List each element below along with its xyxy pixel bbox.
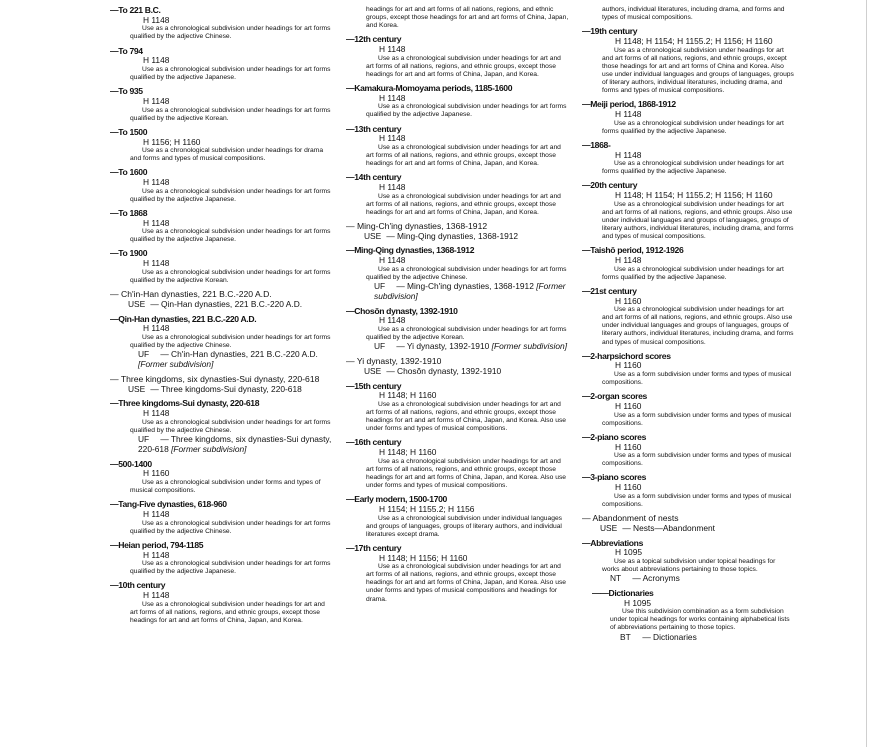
scope-note: Use as a chronological subdivision under headings for art forms qualified by the adjective Japanese. [602,119,784,135]
reference-target: — Ming-Qing dynasties, 1368-1912 [386,230,519,241]
cross-reference-heading: — Three kingdoms, six dynasties-Sui dynasty, 220-618 [110,373,320,384]
instruction-code: H 1154; H 1155.2; H 1156 [379,503,475,514]
instruction-code: H 1148; H 1160 [379,390,437,401]
former-subdivision-note: [Former subdivision] [171,443,247,454]
entry-heading: —20th century [582,180,638,191]
heading-entry [346,495,570,539]
reference-target: — Yi dynasty, 1392-1910 [396,341,490,352]
reference-label: USE [128,383,146,394]
reference-target: — Chosŏn dynasty, 1392-1910 [386,365,502,376]
column-middle [346,6,570,609]
heading-entry [346,307,570,352]
heading-entry [346,382,570,434]
entry-heading: —2-organ scores [582,391,647,402]
instruction-code: H 1148; H 1156; H 1160 [379,552,468,563]
heading-entry [110,209,332,245]
scope-note: Use this subdivision combination as a form subdivision under topical headings for works containing alphabetical lists of abbreviations pertaining to those topics. [610,608,790,632]
scope-note: Use as a chronological subdivision under headings for art and art forms of all nations, regions, and ethnic groups. Also use under individual languages and groups of languages, groups of literary authors, individual literatures, including drama, and forms and types of musical compositions. [602,306,794,346]
heading-entry [110,460,332,496]
instruction-code: H 1148 [143,408,170,419]
cross-reference-heading: — Ming-Ch'ing dynasties, 1368-1912 [346,220,488,231]
heading-entry [582,6,794,22]
column-right [582,6,794,647]
heading-entry [582,589,794,642]
scope-note: Use as a chronological subdivision under headings for art forms qualified by the adjective Japanese. [602,265,784,281]
scope-note: Use as a form subdivision under forms and types of musical compositions. [602,452,791,468]
scope-note: Use as a chronological subdivision under headings for art forms qualified by the adjective Korean. [130,106,331,122]
instruction-code: H 1148 [379,182,406,192]
heading-entry [346,6,570,30]
entry-heading: —To 1500 [110,126,148,137]
scope-note: Use as a form subdivision under forms and types of musical compositions. [602,411,791,427]
scope-note: Use as a chronological subdivision under headings for art forms qualified by the adjective Japanese. [366,103,567,119]
instruction-code: H 1148 [143,258,170,269]
entry-heading: —10th century [110,580,166,591]
entry-heading: —15th century [346,380,402,391]
entry-heading: —To 1600 [110,167,148,178]
reference-label: UF [374,281,386,292]
instruction-code: H 1148; H 1154; H 1155.2; H 1156; H 1160 [615,190,773,201]
heading-entry [582,141,794,177]
instruction-code: H 1148 [143,55,170,66]
scope-note: Use as a chronological subdivision under headings for art and art forms of all nations, regions, and ethnic groups, except those headings for art and art forms of China, Japan, and Korea. [366,192,561,216]
reference-label: NT [610,573,622,584]
instruction-code: H 1148 [615,254,642,265]
entry-heading: —To 221 B.C. [110,5,161,15]
former-subdivision-note: [Former subdivision] [374,281,566,301]
scope-note: Use as a chronological subdivision under headings for art and art forms of all nations, regions, and ethnic groups, except those headings for art and art forms of China, Japan, and Korea. Also use under forms and types of musical compositions. [366,401,567,433]
instruction-code: H 1148 [143,323,170,334]
entry-heading: —2-harpsichord scores [582,350,671,361]
heading-entry [110,290,332,310]
heading-entry [582,246,794,282]
entry-heading: —Early modern, 1500-1700 [346,494,447,505]
reference-label: BT [620,631,631,642]
instruction-code: H 1148 [615,149,642,160]
reference-target: — Dictionaries [642,631,697,642]
former-subdivision-note: [Former subdivision] [138,359,214,370]
use-reference [110,300,332,310]
entry-heading: —Three kingdoms-Sui dynasty, 220-618 [110,398,260,409]
instruction-code: H 1156; H 1160 [143,136,201,147]
scope-note: Use as a chronological subdivision under headings for art and art forms of all nations, regions, and ethnic groups, except those headings for art and art forms of China, Japan, and Korea. [366,143,561,168]
used-for-reference [110,350,332,370]
instruction-code: H 1148 [379,255,406,266]
entry-heading: —To 1900 [110,248,148,259]
heading-entry [582,352,794,388]
instruction-code: H 1148 [143,14,170,25]
heading-entry [346,222,570,242]
entry-heading: —12th century [346,34,402,45]
reference-label: UF [374,341,386,352]
entry-heading: —500-1400 [110,458,152,469]
reference-label: USE [364,230,382,241]
scope-note: Use as a chronological subdivision under headings for art and art forms of all nations, regions, and ethnic groups, except those headings for art and art forms of China, Japan, and Korea. [366,54,561,78]
heading-entry [582,539,794,584]
entry-heading: —Taishō period, 1912-1926 [582,245,684,256]
continued-scope-note: authors, individual literatures, including drama, and forms and types of musical compositions. [602,6,785,22]
use-reference [346,367,570,377]
instruction-code: H 1148 [143,177,170,188]
reference-label: USE [128,298,146,309]
heading-entry [110,87,332,123]
heading-entry [582,433,794,469]
heading-entry [110,541,332,577]
scope-note: Use as a form subdivision under forms and types of musical compositions. [602,492,791,508]
entry-heading: —Ming-Qing dynasties, 1368-1912 [346,245,475,256]
used-for-reference [346,342,570,352]
heading-entry [346,438,570,490]
scope-note: Use as a form subdivision under forms and types of musical compositions. [602,370,791,387]
entry-heading: —Kamakura-Momoyama periods, 1185-1600 [346,82,513,93]
reference-target: — Ch'in-Han dynasties, 221 B.C.-220 A.D. [160,349,318,360]
entry-heading: —13th century [346,123,402,134]
instruction-code: H 1148; H 1154; H 1155.2; H 1156; H 1160 [615,35,773,46]
entry-heading: —1868- [582,139,611,150]
instruction-code: H 1160 [615,295,642,306]
heading-entry [346,35,570,79]
instruction-code: H 1148; H 1160 [379,447,437,458]
scope-note: Use as a chronological subdivision under headings for art and art forms of all nations, regions, and ethnic groups, except those headings for art and art forms of China, Japan, and Korea. Also use under forms and types of musical compositions. [366,457,567,490]
scope-note: Use as a chronological subdivision under forms and types of musical compositions. [130,478,321,495]
cross-reference-heading: — Abandonment of nests [582,512,679,523]
reference-target: — Qin-Han dynasties, 221 B.C.-220 A.D. [150,298,303,309]
heading-entry [582,392,794,428]
entry-heading: —14th century [346,172,402,183]
scope-note: Use as a chronological subdivision under headings for art forms qualified by the adjective Korean. [366,326,567,342]
cross-reference-heading: — Ch'in-Han dynasties, 221 B.C.-220 A.D. [110,289,272,300]
entry-heading: —Meiji period, 1868-1912 [582,99,676,110]
reference-target: — Three kingdoms-Sui dynasty, 220-618 [150,383,302,394]
reference-label: UF [138,349,150,360]
heading-entry [582,514,794,534]
instruction-code: H 1148 [143,549,170,560]
entry-heading: —Heian period, 794-1185 [110,539,204,550]
heading-entry [110,128,332,164]
heading-entry [110,581,332,625]
reference-label: USE [600,522,618,533]
heading-entry [582,473,794,509]
page-edge-rule [866,0,867,747]
scope-note: Use as a chronological subdivision under headings for art forms qualified by the adjective Japanese. [602,160,784,176]
heading-entry [582,27,794,95]
reference-target: — Acronyms [632,573,680,584]
instruction-code: H 1148 [379,92,406,103]
scope-note: Use as a topical subdivision under topical headings for works about abbreviations pertaining to those topics. [602,557,776,573]
narrower-term-reference [582,574,794,584]
heading-entry [582,100,794,136]
heading-entry [110,6,332,42]
reference-target: — Three kingdoms, six dynasties-Sui dynasty, 220-618 [138,433,332,454]
entry-heading: —17th century [346,542,402,553]
entry-heading: —To 1868 [110,207,148,218]
used-for-reference [346,282,570,302]
entry-heading: —Abbreviations [582,537,643,548]
entry-heading: —To 935 [110,86,143,97]
broader-term-reference [582,633,794,643]
heading-entry [582,287,794,347]
cross-reference-heading: — Yi dynasty, 1392-1910 [346,356,442,367]
scope-note: Use as a chronological subdivision under headings for art forms qualified by the adjective Chinese. [366,265,567,281]
entry-heading: —19th century [582,26,638,37]
instruction-code: H 1148 [143,508,170,519]
scope-note: Use as a chronological subdivision under headings for art forms qualified by the adjective Japanese. [130,228,331,244]
continued-scope-note: headings for art and art forms of all nations, regions, and ethnic groups, except those headings for art and art forms of China, Japan, and Korea. [366,6,569,30]
instruction-code: H 1148 [143,217,170,228]
reference-label: UF [138,433,150,444]
scope-note: Use as a chronological subdivision under headings for art forms qualified by the adjective Chinese. [130,418,331,434]
instruction-code: H 1148 [143,95,170,106]
entry-heading: —Qin-Han dynasties, 221 B.C.-220 A.D. [110,313,257,324]
heading-entry [346,125,570,169]
scope-note: Use as a chronological subdivision under headings for art forms qualified by the adjective Japanese. [130,560,331,576]
use-reference [582,524,794,534]
scope-note: Use as a chronological subdivision under individual languages and groups of languages, groups of literary authors, and individual literatures except drama. [366,514,563,538]
entry-heading: —To 794 [110,45,143,56]
heading-entry [110,399,332,454]
heading-entry [110,315,332,370]
instruction-code: H 1160 [143,468,170,479]
heading-entry [346,246,570,301]
entry-heading: —Tang-Five dynasties, 618-960 [110,499,227,510]
heading-entry [346,84,570,120]
instruction-code: H 1160 [615,482,642,493]
scope-note: Use as a chronological subdivision under headings for art forms qualified by the adjective Chinese. [130,25,331,41]
use-reference [110,385,332,395]
instruction-code: H 1095 [615,547,643,558]
instruction-code: H 1160 [615,400,642,411]
instruction-code: H 1148 [379,133,406,144]
heading-entry [110,375,332,395]
scope-note: Use as a chronological subdivision under headings for art and art forms of all nations, regions, and ethnic groups, except those headings for art and art forms of China and Korea. Also use under individual languages and groups of languages, groups of literary authors, individual literatures, including drama, and forms and types of musical compositions. [602,46,794,95]
scope-note: Use as a chronological subdivision under headings for art forms qualified by the adjective Japanese. [130,65,331,82]
scope-note: Use as a chronological subdivision under headings for art and art forms of all nations, regions, and ethnic groups, except those headings for art and art forms of China, Japan, and Korea. [130,600,325,624]
instruction-code: H 1148 [379,315,406,326]
instruction-code: H 1095 [624,597,652,608]
column-left [110,6,332,630]
instruction-code: H 1160 [615,360,642,371]
entry-heading: —Chosŏn dynasty, 1392-1910 [346,305,458,316]
heading-entry [582,181,794,241]
instruction-code: H 1160 [615,441,642,452]
entry-heading: —2-piano scores [582,431,646,442]
entry-heading: —3-piano scores [582,472,646,483]
scope-note: Use as a chronological subdivision under headings for art forms qualified by the adjective Chinese. [130,334,331,350]
heading-entry [110,249,332,285]
entry-heading: —21st century [582,285,637,296]
scope-note: Use as a chronological subdivision under headings for art forms qualified by the adjective Chinese. [130,519,331,535]
reference-label: USE [364,365,382,376]
heading-entry [110,168,332,204]
heading-entry [346,544,570,604]
scope-note: Use as a chronological subdivision under headings for art forms qualified by the adjective Korean. [130,268,331,284]
scope-note: Use as a chronological subdivision under headings for art and art forms of all nations, regions, and ethnic groups, except those headings for art and art forms of China, Japan, and Korea. Also use under forms and types of musical compositions and headings for drama. [366,563,567,603]
reference-target: — Nests—Abandonment [622,522,715,533]
sub-heading: ——Dictionaries [592,587,654,598]
heading-entry [110,500,332,536]
instruction-code: H 1148 [615,108,642,119]
used-for-reference [110,435,332,455]
use-reference [346,232,570,242]
scope-note: Use as a chronological subdivision under headings for art and art forms of all nations, regions, and ethnic groups. Also use under individual languages and groups of languages, groups of literary authors, individual literatures, including drama, and forms and types of musical compositions. [602,200,794,241]
instruction-code: H 1148 [379,44,406,55]
instruction-code: H 1148 [143,590,170,601]
heading-entry [346,173,570,217]
entry-heading: —16th century [346,437,402,448]
former-subdivision-note: [Former subdivision] [491,341,568,352]
heading-entry [346,357,570,377]
heading-entry [110,47,332,83]
reference-target: — Ming-Ch'ing dynasties, 1368-1912 [396,281,534,292]
scope-note: Use as a chronological subdivision under headings for art forms qualified by the adjective Japanese. [130,187,331,203]
scope-note: Use as a chronological subdivision under headings for drama and forms and types of musical compositions. [130,147,324,163]
